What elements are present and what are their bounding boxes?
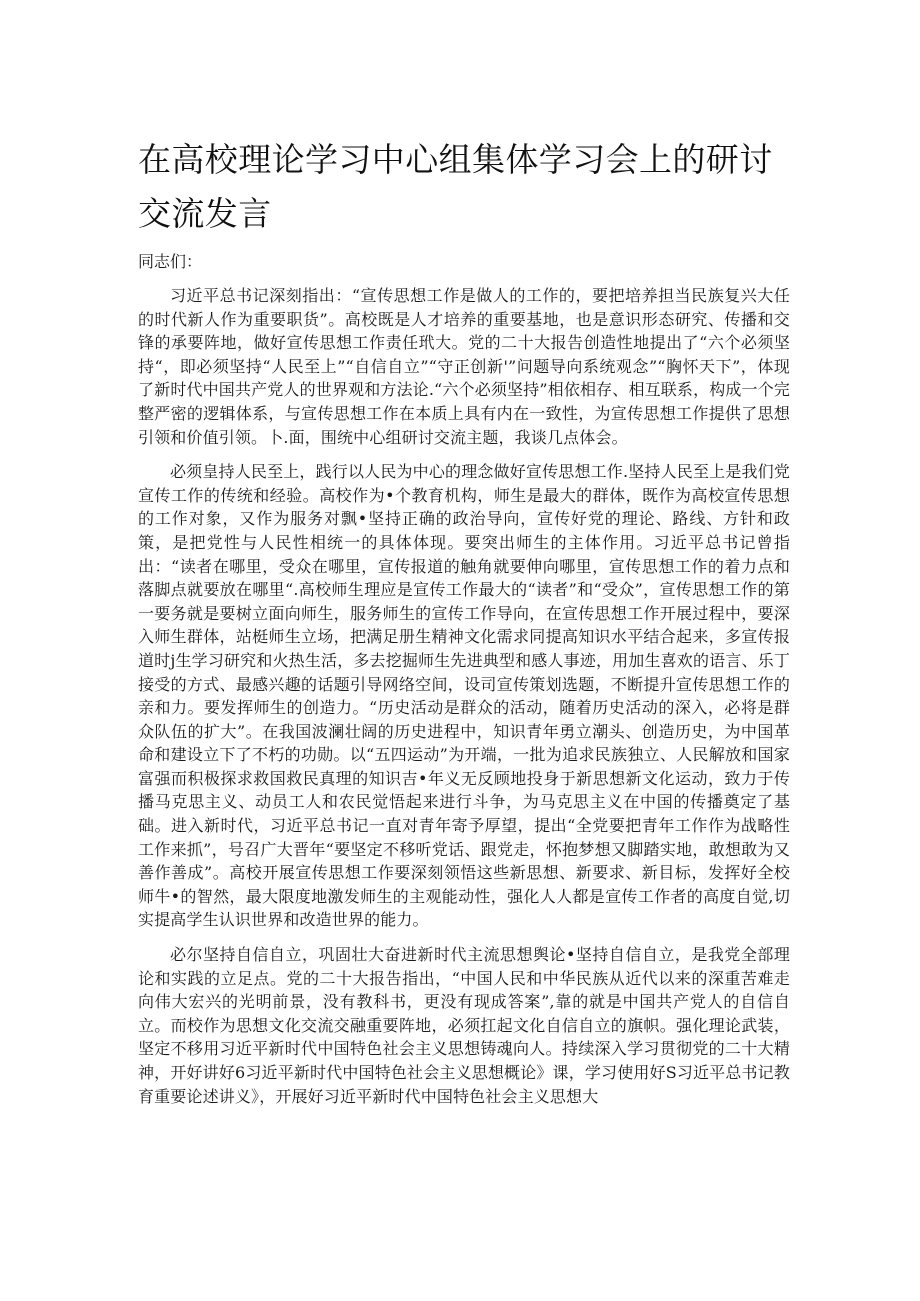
salutation: 同志们： (138, 252, 203, 271)
paragraph-self-confidence: 必尔坚持自信自立，巩固壮大奋进新时代主流思想舆论•坚持自信自立，是我党全部理论和实践的立足点。党的二十大报告指出，“中国人民和中华民族从近代以来的深重苦难走向伟大宏兴的光明前景，没有教科书，更没有现成答案”,靠的就是中国共产党人的自信自立。而校作为思想文化交流交融重要阵地，必须扛起文化自信自立的旗帜。强化理论武装，坚定不移用习近平新时代中国特色社会主义思想铸魂向人。持续深入学习贯彻党的二十大精神，开好讲好6习近平新时代中国特色社会主义思想概论》课，学习使用好S习近平总书记教育重要论述讲义》，开展好习近平新时代中国特色社会主义思想大 (138, 945, 790, 1106)
document-body (138, 284, 790, 1119)
paragraph-people-first: 必须皇持人民至上，践行以人民为中心的理念做好宣传思想工作.坚持人民至上是我们党宣传工作的传统和经验。高校作为•个教育机构，师生是最大的群体，既作为高校宣传思想的工作对象，又作为服务对飘•坚持正确的政治导向，宣传好党的理论、路线、方针和政策，是把党性与人民性相统一的具体体现。要突出师生的主体作用。习近平总书记曾指出：“读者在哪里，受众在哪里，宣传报道的触角就要伸向哪里，宣传思想工作的着力点和落脚点就要放在哪里“.高校师生理应是宣传工作最大的“读者”和“受众”，宣传思想工作的第一要务就是要树立面向师生，服务师生的宣传工作导向，在宣传思想工作开展过程中，要深入师生群体，站梃师生立场，把满足册生精神文化需求同提高知识水平结合起来，多宣传报道时j生学习研究和火热生活，多去挖掘师生先进典型和感人事迹，用加生喜欢的语言、乐丁接受的方式、最感兴趣的话题引导网络空间，设司宣传策划选题，不断提升宣传思想工作的亲和力。要发挥师生的创造力。“历史活动是群众的活动，随着历史活动的深入，必将是群众队伍的扩大”。在我国波澜壮阔的历史进程中，知识青年勇立潮头、创造历史，为中国革命和建设立下了不朽的功勋。以“五四运动”为开端，一批为追求民族独立、人民解放和国家富强而积极探求救国救民真理的知识吉•年义无反顾地投身于新思想新文化运动，致力于传播马克思主义、动员工人和农民觉悟起来进行斗争，为马克思主义在中国的传播奠定了基础。进入新时代，习近平总书记一直对青年寄予厚望，提出“全党要把青年工作作为战略性工作来抓”，号召广大晋年“要坚定不移听党话、跟党走，怀抱梦想又脚踏实地，敢想敢为又善作善成”。高校开展宣传思想工作要深刻领悟这些新思想、新要求、新目标，发挥好全校师牛•的智然，最大限度地激发师生的主观能动性，强化人人都是宣传工作者的高度自觉,切实提高学生认识世界和改造世界的能力。 (138, 462, 790, 930)
paragraph-intro: 习近平总书记深刻指出：“宣传思想工作是做人的工作的，要把培养担当民族复兴大任的时代新人作为重要职货”。高校既是人才培养的重要基地，也是意识形态研究、传播和交锋的承要阵地，做好宣传思想工作责任玳大。党的二十大报告创造性地提出了“六个必须坚持“，即必须坚持“人民至上”“自信自立”“守正创新'”问题导向系统观念”“胸怀天下”，体现了新时代中国共产党人的世界观和方法论.“六个必须坚持”相依相存、相互联系，构成一个完整严密的逻辑体系，与宣传思想工作在本质上具有内在一致性，为宣传思想工作提供了思想引领和价值引领。卜.面，围统中心组研讨交流主题，我谈几点体会。 (138, 286, 790, 447)
document-title: 在高校理论学习中心组集体学习会上的研讨交流发言 (138, 140, 773, 233)
